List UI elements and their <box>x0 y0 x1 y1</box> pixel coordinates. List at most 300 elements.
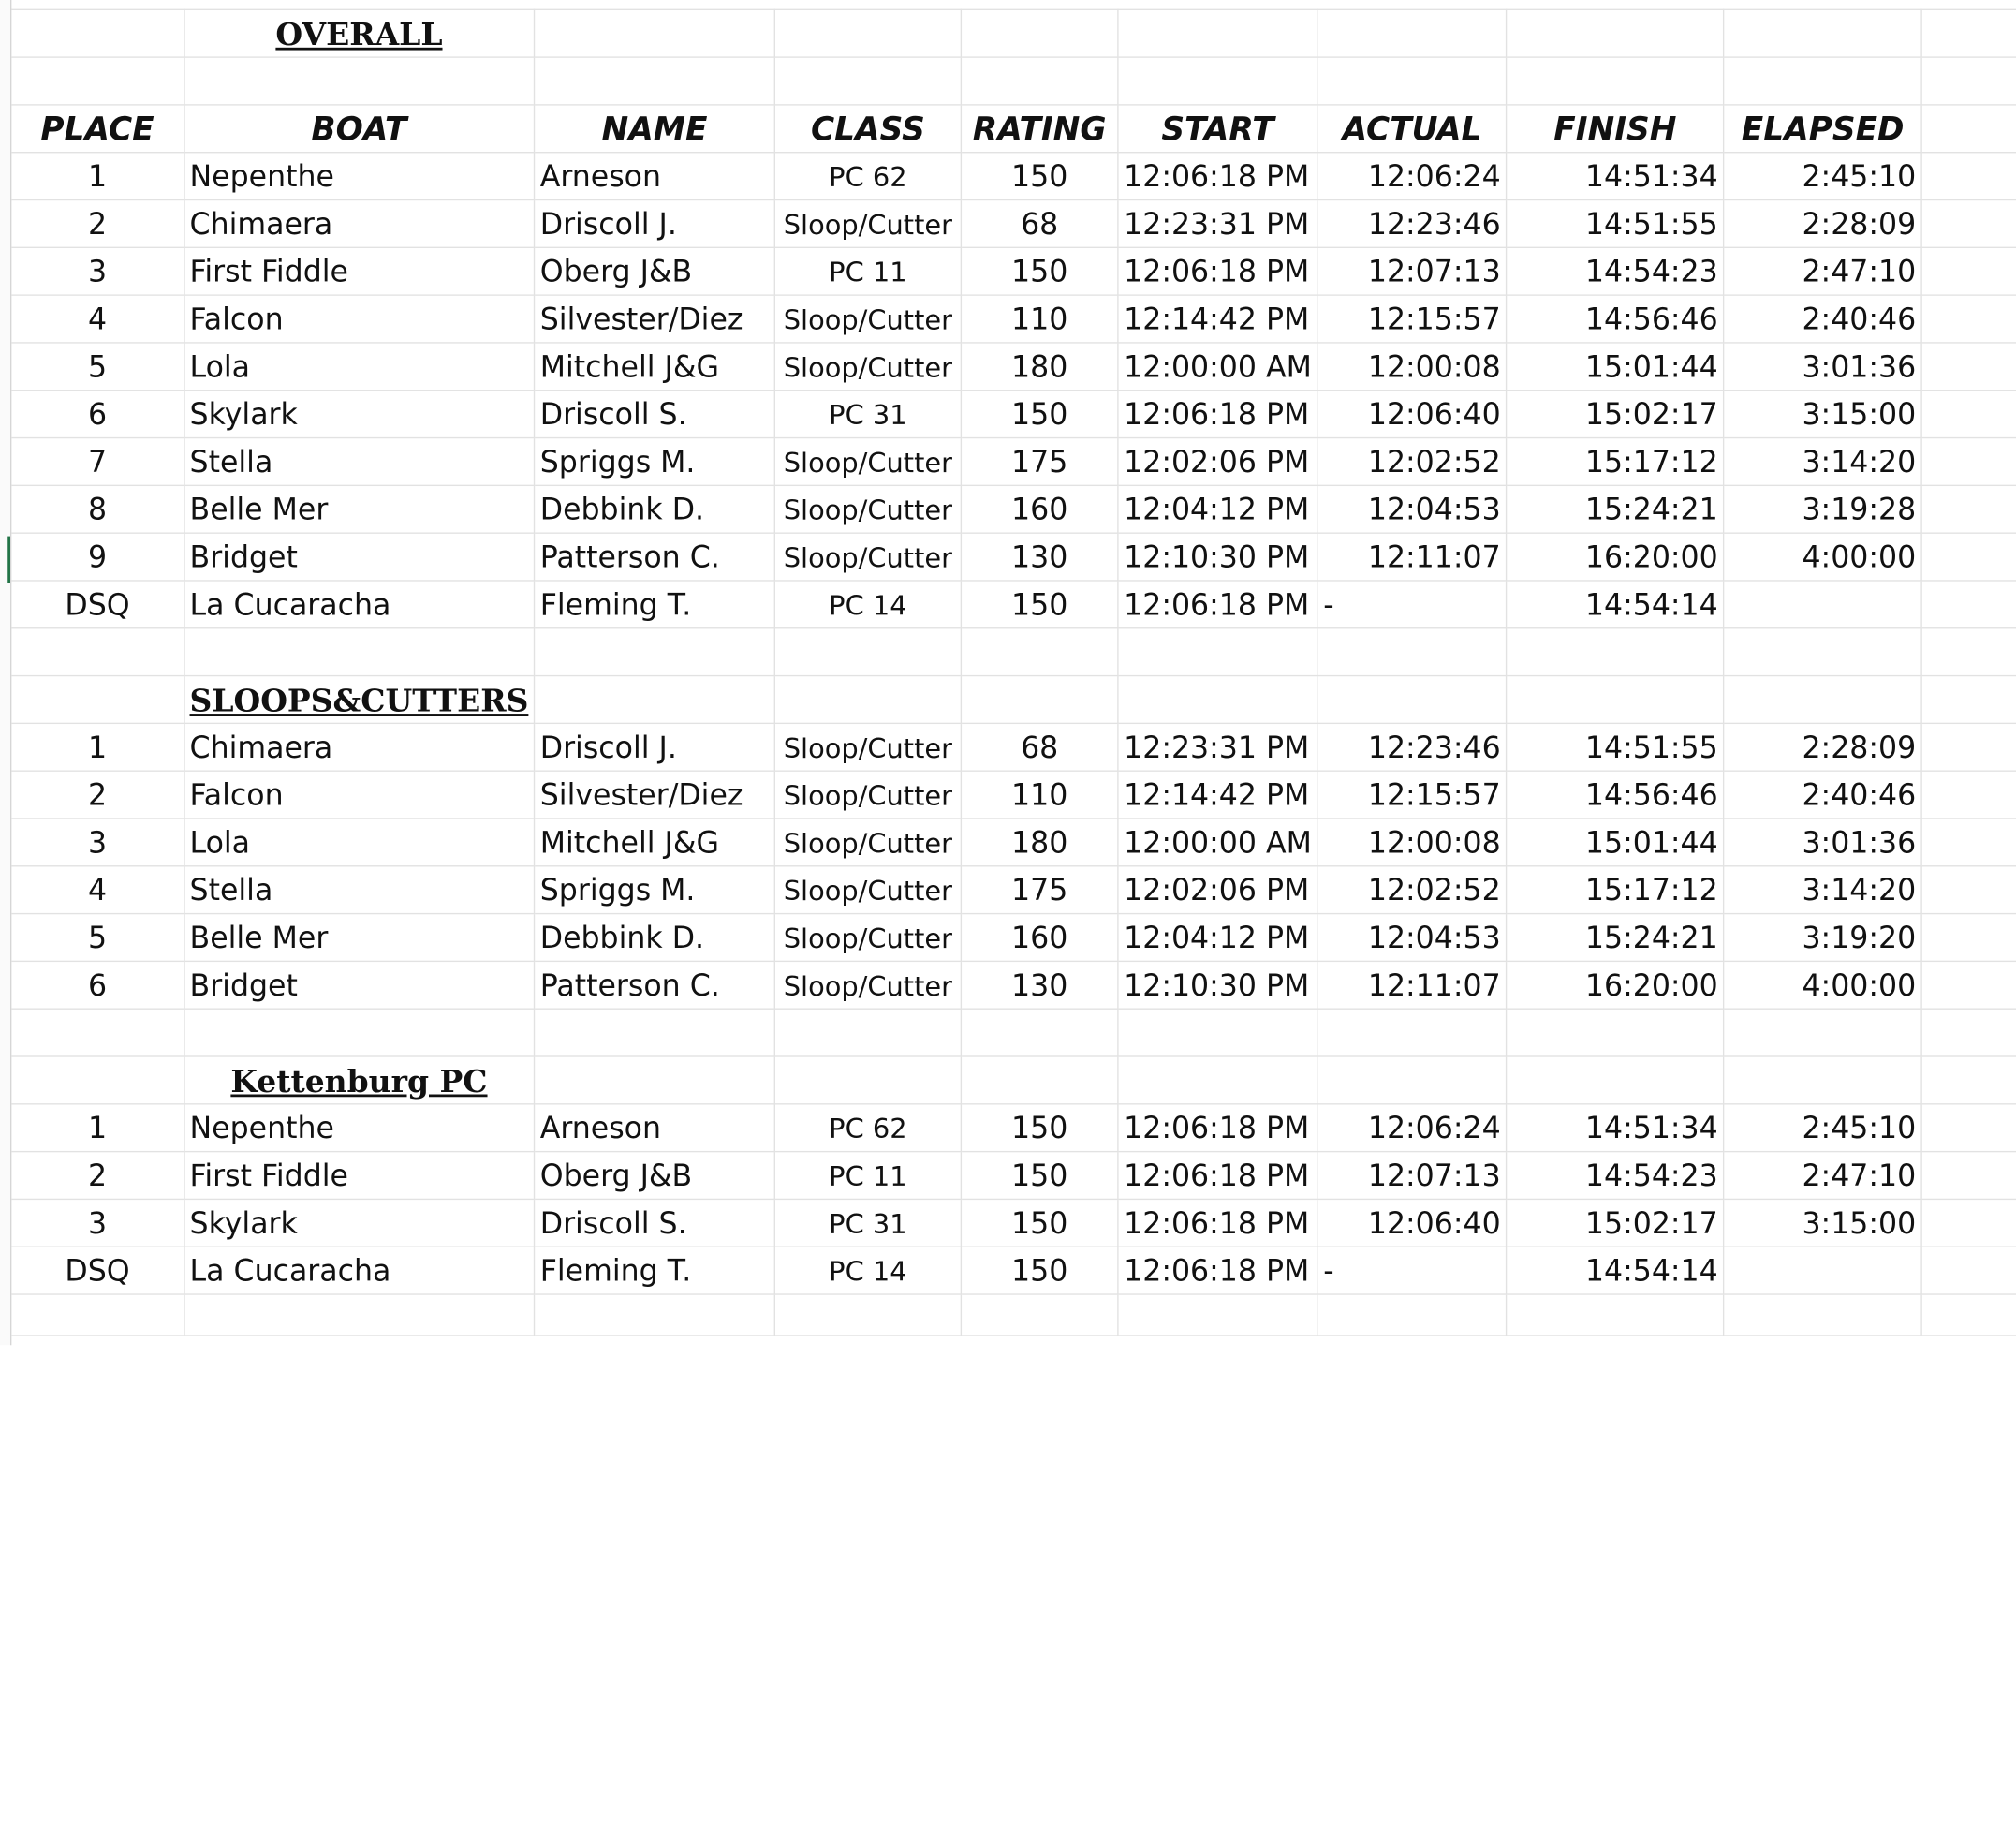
cell-place[interactable]: 9 <box>11 532 184 580</box>
cell-boat[interactable]: La Cucaracha <box>184 580 534 627</box>
table-row <box>11 580 2016 627</box>
empty-cell[interactable] <box>1921 342 2016 390</box>
cell-elapsed[interactable]: 2:28:09 <box>1724 199 1921 247</box>
cell-boat[interactable]: First Fiddle <box>184 1151 534 1199</box>
cell-finish[interactable]: 14:54:23 <box>1507 247 1724 295</box>
empty-cell[interactable] <box>1921 580 2016 627</box>
section-title-row <box>11 1055 2016 1103</box>
cell-place[interactable]: 2 <box>11 1151 184 1199</box>
cell-class[interactable]: Sloop/Cutter <box>774 818 961 865</box>
empty-cell[interactable] <box>184 627 534 675</box>
cell-boat[interactable]: Lola <box>184 342 534 390</box>
empty-cell[interactable] <box>1118 1009 1317 1056</box>
empty-cell[interactable] <box>1724 1055 1921 1103</box>
empty-cell[interactable] <box>1118 627 1317 675</box>
cell-start[interactable]: 12:06:18 PM <box>1118 580 1317 627</box>
empty-cell[interactable] <box>1921 294 2016 342</box>
cell-class[interactable]: Sloop/Cutter <box>774 913 961 961</box>
table-row <box>11 1151 2016 1199</box>
cell-place[interactable]: 4 <box>11 865 184 913</box>
table-row <box>11 818 2016 865</box>
empty-cell[interactable] <box>1317 9 1507 57</box>
empty-cell[interactable] <box>1118 1293 1317 1335</box>
cell-rating[interactable]: 150 <box>961 152 1118 199</box>
cell-boat[interactable]: Skylark <box>184 390 534 437</box>
cell-name[interactable]: Driscoll S. <box>535 1199 775 1247</box>
cell-place[interactable]: 5 <box>11 342 184 390</box>
cell-finish[interactable]: 15:02:17 <box>1507 1199 1724 1247</box>
cell-name[interactable]: Driscoll S. <box>535 390 775 437</box>
table-row <box>11 770 2016 818</box>
cell-actual[interactable]: 12:06:40 <box>1317 390 1507 437</box>
empty-cell[interactable] <box>774 9 961 57</box>
cell-elapsed[interactable]: 2:47:10 <box>1724 247 1921 295</box>
empty-cell[interactable] <box>1724 1293 1921 1335</box>
empty-cell[interactable] <box>184 56 534 104</box>
cell-place[interactable]: 1 <box>11 152 184 199</box>
cell-boat[interactable]: Bridget <box>184 532 534 580</box>
cell-class[interactable]: Sloop/Cutter <box>774 865 961 913</box>
cell-class[interactable]: PC 31 <box>774 390 961 437</box>
cell-elapsed[interactable]: 2:28:09 <box>1724 723 1921 771</box>
empty-cell[interactable] <box>11 9 184 57</box>
empty-cell[interactable] <box>1921 1103 2016 1151</box>
empty-cell[interactable] <box>535 9 775 57</box>
empty-cell[interactable] <box>1507 627 1724 675</box>
cell-actual[interactable]: 12:00:08 <box>1317 818 1507 865</box>
cell-class[interactable]: PC 62 <box>774 1103 961 1151</box>
cell-start[interactable]: 12:02:06 PM <box>1118 865 1317 913</box>
empty-cell[interactable] <box>1507 1055 1724 1103</box>
column-header-start[interactable]: START <box>1118 104 1317 152</box>
section-title[interactable]: Kettenburg PC <box>184 1055 534 1103</box>
empty-cell[interactable] <box>11 675 184 723</box>
cell-name[interactable]: Silvester/Diez <box>535 770 775 818</box>
empty-cell[interactable] <box>774 56 961 104</box>
empty-cell[interactable] <box>1724 56 1921 104</box>
cell-actual[interactable]: 12:02:52 <box>1317 865 1507 913</box>
table-row <box>11 961 2016 1009</box>
cell-name[interactable]: Mitchell J&G <box>535 818 775 865</box>
cell-start[interactable]: 12:14:42 PM <box>1118 294 1317 342</box>
empty-cell[interactable] <box>535 1293 775 1335</box>
cell-name[interactable]: Debbink D. <box>535 485 775 533</box>
cell-start[interactable]: 12:02:06 PM <box>1118 437 1317 485</box>
table-row <box>11 1247 2016 1294</box>
cell-place[interactable]: 7 <box>11 437 184 485</box>
cell-elapsed[interactable] <box>1724 1247 1921 1294</box>
empty-cell[interactable] <box>1921 1055 2016 1103</box>
cell-actual[interactable]: 12:11:07 <box>1317 961 1507 1009</box>
empty-cell[interactable] <box>1921 675 2016 723</box>
cell-class[interactable]: Sloop/Cutter <box>774 294 961 342</box>
empty-cell[interactable] <box>774 675 961 723</box>
empty-cell[interactable] <box>1921 247 2016 295</box>
cell-rating[interactable]: 150 <box>961 390 1118 437</box>
cell-boat[interactable]: Chimaera <box>184 723 534 771</box>
column-header-name[interactable]: NAME <box>535 104 775 152</box>
column-header-finish[interactable]: FINISH <box>1507 104 1724 152</box>
empty-cell[interactable] <box>961 56 1118 104</box>
cell-rating[interactable]: 180 <box>961 342 1118 390</box>
empty-cell[interactable] <box>1118 9 1317 57</box>
cell-rating[interactable]: 130 <box>961 961 1118 1009</box>
cell-class[interactable]: PC 62 <box>774 152 961 199</box>
empty-cell[interactable] <box>1724 675 1921 723</box>
column-header-boat[interactable]: BOAT <box>184 104 534 152</box>
cell-actual[interactable]: 12:07:13 <box>1317 1151 1507 1199</box>
cell-class[interactable]: PC 11 <box>774 1151 961 1199</box>
blank-row <box>11 56 2016 104</box>
cell-elapsed[interactable]: 2:40:46 <box>1724 770 1921 818</box>
empty-cell[interactable] <box>1507 1009 1724 1056</box>
cell-boat[interactable]: Nepenthe <box>184 1103 534 1151</box>
cell-place[interactable]: 3 <box>11 247 184 295</box>
cell-name[interactable]: Arneson <box>535 1103 775 1151</box>
cell-class[interactable]: Sloop/Cutter <box>774 770 961 818</box>
empty-cell[interactable] <box>1118 56 1317 104</box>
cell-actual[interactable]: 12:06:24 <box>1317 152 1507 199</box>
cell-rating[interactable]: 68 <box>961 723 1118 771</box>
empty-cell[interactable] <box>1507 1293 1724 1335</box>
cell-name[interactable]: Fleming T. <box>535 1247 775 1294</box>
cell-rating[interactable]: 175 <box>961 865 1118 913</box>
empty-cell[interactable] <box>11 1293 184 1335</box>
cell-rating[interactable]: 150 <box>961 1151 1118 1199</box>
empty-cell[interactable] <box>961 1293 1118 1335</box>
empty-cell[interactable] <box>1921 1009 2016 1056</box>
empty-cell[interactable] <box>1921 56 2016 104</box>
empty-cell[interactable] <box>1317 675 1507 723</box>
empty-cell[interactable] <box>1507 56 1724 104</box>
empty-cell[interactable] <box>11 1009 184 1056</box>
cell-place[interactable]: 3 <box>11 1199 184 1247</box>
empty-cell[interactable] <box>1921 770 2016 818</box>
empty-cell[interactable] <box>11 627 184 675</box>
table-row <box>11 532 2016 580</box>
empty-cell[interactable] <box>1921 865 2016 913</box>
cell-name[interactable]: Fleming T. <box>535 580 775 627</box>
cell-actual[interactable]: 12:23:46 <box>1317 723 1507 771</box>
cell-elapsed[interactable]: 3:19:28 <box>1724 485 1921 533</box>
cell-actual[interactable]: - <box>1317 1247 1507 1294</box>
cell-finish[interactable]: 15:02:17 <box>1507 390 1724 437</box>
cell-class[interactable]: PC 14 <box>774 1247 961 1294</box>
cell-class[interactable]: Sloop/Cutter <box>774 199 961 247</box>
cell-place[interactable]: 2 <box>11 770 184 818</box>
cell-class[interactable]: PC 31 <box>774 1199 961 1247</box>
cell-finish[interactable]: 14:54:14 <box>1507 580 1724 627</box>
empty-cell[interactable] <box>184 1009 534 1056</box>
cell-start[interactable]: 12:06:18 PM <box>1118 152 1317 199</box>
cell-start[interactable]: 12:06:18 PM <box>1118 1247 1317 1294</box>
cell-elapsed[interactable]: 3:01:36 <box>1724 342 1921 390</box>
cell-finish[interactable]: 14:51:34 <box>1507 1103 1724 1151</box>
empty-cell[interactable] <box>11 1055 184 1103</box>
cell-rating[interactable]: 110 <box>961 294 1118 342</box>
cell-start[interactable]: 12:06:18 PM <box>1118 1199 1317 1247</box>
cell-finish[interactable]: 16:20:00 <box>1507 532 1724 580</box>
cell-finish[interactable]: 15:17:12 <box>1507 437 1724 485</box>
cell-name[interactable]: Driscoll J. <box>535 723 775 771</box>
cell-rating[interactable]: 110 <box>961 770 1118 818</box>
cell-actual[interactable]: 12:15:57 <box>1317 294 1507 342</box>
empty-cell[interactable] <box>1921 723 2016 771</box>
cell-start[interactable]: 12:06:18 PM <box>1118 390 1317 437</box>
cell-place[interactable]: DSQ <box>11 1247 184 1294</box>
cell-actual[interactable]: 12:04:53 <box>1317 485 1507 533</box>
cell-actual[interactable]: - <box>1317 580 1507 627</box>
empty-cell[interactable] <box>535 627 775 675</box>
cell-elapsed[interactable]: 4:00:00 <box>1724 961 1921 1009</box>
empty-cell[interactable] <box>1921 627 2016 675</box>
section-title-row <box>11 9 2016 57</box>
cell-finish[interactable]: 14:56:46 <box>1507 294 1724 342</box>
cell-place[interactable]: 5 <box>11 913 184 961</box>
empty-cell[interactable] <box>1724 627 1921 675</box>
cell-rating[interactable]: 150 <box>961 247 1118 295</box>
cell-elapsed[interactable]: 2:47:10 <box>1724 1151 1921 1199</box>
empty-cell[interactable] <box>1921 390 2016 437</box>
column-header-rating[interactable]: RATING <box>961 104 1118 152</box>
table-row <box>11 152 2016 199</box>
cell-finish[interactable]: 15:01:44 <box>1507 342 1724 390</box>
empty-cell[interactable] <box>535 1009 775 1056</box>
cell-class[interactable]: PC 14 <box>774 580 961 627</box>
cell-name[interactable]: Oberg J&B <box>535 1151 775 1199</box>
empty-cell[interactable] <box>1507 9 1724 57</box>
empty-cell[interactable] <box>774 1055 961 1103</box>
empty-cell[interactable] <box>1507 675 1724 723</box>
empty-cell[interactable] <box>535 56 775 104</box>
empty-cell[interactable] <box>961 9 1118 57</box>
cell-start[interactable]: 12:04:12 PM <box>1118 485 1317 533</box>
cell-boat[interactable]: Falcon <box>184 294 534 342</box>
cell-name[interactable]: Mitchell J&G <box>535 342 775 390</box>
cell-name[interactable]: Arneson <box>535 152 775 199</box>
cell-name[interactable]: Spriggs M. <box>535 437 775 485</box>
cell-boat[interactable]: Chimaera <box>184 199 534 247</box>
cell-boat[interactable]: Belle Mer <box>184 913 534 961</box>
cell-name[interactable]: Silvester/Diez <box>535 294 775 342</box>
cell-name[interactable]: Debbink D. <box>535 913 775 961</box>
empty-cell[interactable] <box>184 1293 534 1335</box>
cell-actual[interactable]: 12:23:46 <box>1317 199 1507 247</box>
cell-rating[interactable]: 150 <box>961 1199 1118 1247</box>
empty-cell[interactable] <box>1921 437 2016 485</box>
cell-start[interactable]: 12:06:18 PM <box>1118 1103 1317 1151</box>
empty-cell[interactable] <box>1317 56 1507 104</box>
column-header-elapsed[interactable]: ELAPSED <box>1724 104 1921 152</box>
empty-cell[interactable] <box>1317 627 1507 675</box>
cell-name[interactable]: Patterson C. <box>535 532 775 580</box>
empty-cell[interactable] <box>1921 1151 2016 1199</box>
empty-cell[interactable] <box>535 675 775 723</box>
blank-row <box>11 627 2016 675</box>
column-header-actual[interactable]: ACTUAL <box>1317 104 1507 152</box>
cell-finish[interactable]: 14:51:34 <box>1507 152 1724 199</box>
cell-finish[interactable]: 15:24:21 <box>1507 485 1724 533</box>
cell-rating[interactable]: 150 <box>961 1247 1118 1294</box>
empty-cell[interactable] <box>1921 152 2016 199</box>
cell-boat[interactable]: Stella <box>184 865 534 913</box>
cell-actual[interactable]: 12:11:07 <box>1317 532 1507 580</box>
cell-finish[interactable]: 16:20:00 <box>1507 961 1724 1009</box>
cell-start[interactable]: 12:06:18 PM <box>1118 247 1317 295</box>
cell-boat[interactable]: Falcon <box>184 770 534 818</box>
cell-elapsed[interactable]: 3:19:20 <box>1724 913 1921 961</box>
empty-cell[interactable] <box>1724 1009 1921 1056</box>
cell-actual[interactable]: 12:04:53 <box>1317 913 1507 961</box>
cell-name[interactable]: Driscoll J. <box>535 199 775 247</box>
cell-place[interactable]: 6 <box>11 390 184 437</box>
cell-finish[interactable]: 14:54:14 <box>1507 1247 1724 1294</box>
cell-finish[interactable]: 14:51:55 <box>1507 723 1724 771</box>
empty-cell[interactable] <box>1724 9 1921 57</box>
cell-name[interactable]: Oberg J&B <box>535 247 775 295</box>
column-header-class[interactable]: CLASS <box>774 104 961 152</box>
cell-boat[interactable]: Nepenthe <box>184 152 534 199</box>
empty-cell[interactable] <box>961 1009 1118 1056</box>
cell-actual[interactable]: 12:07:13 <box>1317 247 1507 295</box>
cell-boat[interactable]: First Fiddle <box>184 247 534 295</box>
empty-cell[interactable] <box>1921 1199 2016 1247</box>
cell-place[interactable]: 8 <box>11 485 184 533</box>
cell-actual[interactable]: 12:06:40 <box>1317 1199 1507 1247</box>
cell-boat[interactable]: La Cucaracha <box>184 1247 534 1294</box>
empty-cell[interactable] <box>1921 913 2016 961</box>
table-row <box>11 1199 2016 1247</box>
cell-actual[interactable]: 12:06:24 <box>1317 1103 1507 1151</box>
cell-boat[interactable]: Skylark <box>184 1199 534 1247</box>
table-row <box>11 390 2016 437</box>
cell-class[interactable]: Sloop/Cutter <box>774 342 961 390</box>
cell-name[interactable]: Spriggs M. <box>535 865 775 913</box>
cell-boat[interactable]: Stella <box>184 437 534 485</box>
cell-finish[interactable]: 14:56:46 <box>1507 770 1724 818</box>
cell-place[interactable]: 3 <box>11 818 184 865</box>
cell-elapsed[interactable]: 2:45:10 <box>1724 152 1921 199</box>
table-row <box>11 865 2016 913</box>
cell-elapsed[interactable] <box>1724 580 1921 627</box>
cell-class[interactable]: Sloop/Cutter <box>774 485 961 533</box>
cell-class[interactable]: Sloop/Cutter <box>774 437 961 485</box>
cell-elapsed[interactable]: 3:01:36 <box>1724 818 1921 865</box>
cell-elapsed[interactable]: 4:00:00 <box>1724 532 1921 580</box>
cell-boat[interactable]: Lola <box>184 818 534 865</box>
cell-elapsed[interactable]: 3:15:00 <box>1724 390 1921 437</box>
cell-start[interactable]: 12:23:31 PM <box>1118 723 1317 771</box>
cell-start[interactable]: 12:06:18 PM <box>1118 1151 1317 1199</box>
cell-start[interactable]: 12:10:30 PM <box>1118 961 1317 1009</box>
empty-cell[interactable] <box>1118 1055 1317 1103</box>
cell-class[interactable]: Sloop/Cutter <box>774 532 961 580</box>
cell-name[interactable]: Patterson C. <box>535 961 775 1009</box>
cell-elapsed[interactable]: 3:15:00 <box>1724 1199 1921 1247</box>
cell-finish[interactable]: 15:24:21 <box>1507 913 1724 961</box>
empty-cell[interactable] <box>1921 199 2016 247</box>
cell-start[interactable]: 12:10:30 PM <box>1118 532 1317 580</box>
cell-start[interactable]: 12:14:42 PM <box>1118 770 1317 818</box>
cell-actual[interactable]: 12:00:08 <box>1317 342 1507 390</box>
cell-rating[interactable]: 160 <box>961 913 1118 961</box>
cell-place[interactable]: 4 <box>11 294 184 342</box>
empty-cell[interactable] <box>961 1055 1118 1103</box>
cell-place[interactable]: DSQ <box>11 580 184 627</box>
empty-cell[interactable] <box>11 56 184 104</box>
empty-cell[interactable] <box>1921 1293 2016 1335</box>
cell-actual[interactable]: 12:15:57 <box>1317 770 1507 818</box>
empty-cell[interactable] <box>961 627 1118 675</box>
cell-rating[interactable]: 180 <box>961 818 1118 865</box>
empty-cell[interactable] <box>1921 1247 2016 1294</box>
cell-start[interactable]: 12:23:31 PM <box>1118 199 1317 247</box>
blank-row <box>11 1009 2016 1056</box>
empty-cell[interactable] <box>1317 1293 1507 1335</box>
empty-cell[interactable] <box>1317 1009 1507 1056</box>
cell-finish[interactable]: 15:01:44 <box>1507 818 1724 865</box>
cell-actual[interactable]: 12:02:52 <box>1317 437 1507 485</box>
cell-finish[interactable]: 14:51:55 <box>1507 199 1724 247</box>
cell-class[interactable]: Sloop/Cutter <box>774 961 961 1009</box>
empty-cell[interactable] <box>1921 532 2016 580</box>
cell-rating[interactable]: 160 <box>961 485 1118 533</box>
section-title[interactable]: OVERALL <box>184 9 534 57</box>
cell-start[interactable]: 12:04:12 PM <box>1118 913 1317 961</box>
cell-rating[interactable]: 68 <box>961 199 1118 247</box>
section-title[interactable]: SLOOPS&CUTTERS <box>184 675 534 723</box>
empty-cell[interactable] <box>535 1055 775 1103</box>
empty-cell[interactable] <box>1921 961 2016 1009</box>
table-row <box>11 342 2016 390</box>
cell-start[interactable]: 12:00:00 AM <box>1118 342 1317 390</box>
cell-elapsed[interactable]: 2:40:46 <box>1724 294 1921 342</box>
cell-rating[interactable]: 150 <box>961 1103 1118 1151</box>
cell-class[interactable]: Sloop/Cutter <box>774 723 961 771</box>
cell-boat[interactable]: Bridget <box>184 961 534 1009</box>
empty-cell[interactable] <box>1921 485 2016 533</box>
empty-cell[interactable] <box>774 627 961 675</box>
cell-elapsed[interactable]: 3:14:20 <box>1724 437 1921 485</box>
empty-cell[interactable] <box>961 675 1118 723</box>
cell-place[interactable]: 6 <box>11 961 184 1009</box>
active-row-indicator <box>7 537 10 583</box>
cell-place[interactable]: 2 <box>11 199 184 247</box>
empty-cell[interactable] <box>1921 9 2016 57</box>
empty-cell[interactable] <box>1317 1055 1507 1103</box>
cell-rating[interactable]: 130 <box>961 532 1118 580</box>
cell-rating[interactable]: 150 <box>961 580 1118 627</box>
empty-cell[interactable] <box>1921 818 2016 865</box>
empty-cell[interactable] <box>1921 104 2016 152</box>
cell-class[interactable]: PC 11 <box>774 247 961 295</box>
cell-boat[interactable]: Belle Mer <box>184 485 534 533</box>
cell-finish[interactable]: 14:54:23 <box>1507 1151 1724 1199</box>
table-row <box>11 294 2016 342</box>
empty-cell[interactable] <box>1118 675 1317 723</box>
cell-elapsed[interactable]: 3:14:20 <box>1724 865 1921 913</box>
empty-cell[interactable] <box>774 1009 961 1056</box>
cell-rating[interactable]: 175 <box>961 437 1118 485</box>
cell-place[interactable]: 1 <box>11 1103 184 1151</box>
cell-elapsed[interactable]: 2:45:10 <box>1724 1103 1921 1151</box>
cell-start[interactable]: 12:00:00 AM <box>1118 818 1317 865</box>
cell-place[interactable]: 1 <box>11 723 184 771</box>
table-row <box>11 485 2016 533</box>
empty-cell[interactable] <box>774 1293 961 1335</box>
cell-finish[interactable]: 15:17:12 <box>1507 865 1724 913</box>
column-header-place[interactable]: PLACE <box>11 104 184 152</box>
